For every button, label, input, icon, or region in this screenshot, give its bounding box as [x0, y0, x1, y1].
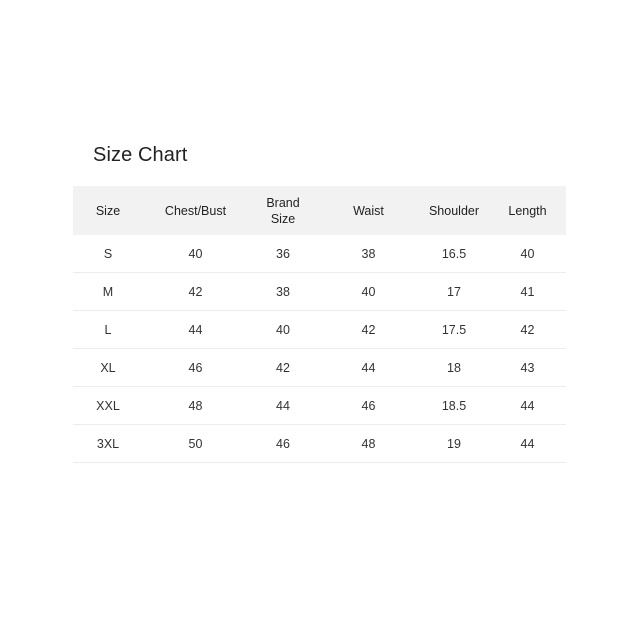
table-row: [73, 273, 566, 311]
cell-shoulder: 17.5: [419, 311, 489, 349]
cell-size: 3XL: [73, 425, 143, 463]
header-length: Length: [489, 186, 566, 235]
cell-shoulder: 17: [419, 273, 489, 311]
cell-brand-size: 40: [248, 311, 318, 349]
table-row: [73, 349, 566, 387]
cell-waist: 38: [318, 235, 419, 273]
cell-waist: 46: [318, 387, 419, 425]
header-shoulder: Shoulder: [419, 186, 489, 235]
table-body: [73, 235, 566, 463]
header-waist: Waist: [318, 186, 419, 235]
cell-shoulder: 18: [419, 349, 489, 387]
cell-waist: 48: [318, 425, 419, 463]
header-brand-size: [248, 186, 318, 235]
table-row: [73, 387, 566, 425]
cell-size: L: [73, 311, 143, 349]
cell-shoulder: 16.5: [419, 235, 489, 273]
cell-brand-size: 38: [248, 273, 318, 311]
cell-chest-bust: 46: [143, 349, 248, 387]
table-row: [73, 235, 566, 273]
cell-length: 43: [489, 349, 566, 387]
cell-length: 44: [489, 387, 566, 425]
cell-size: S: [73, 235, 143, 273]
cell-waist: 44: [318, 349, 419, 387]
cell-length: 40: [489, 235, 566, 273]
cell-brand-size: 46: [248, 425, 318, 463]
table-header-row: [73, 186, 566, 235]
cell-length: 41: [489, 273, 566, 311]
cell-shoulder: 19: [419, 425, 489, 463]
table-row: [73, 425, 566, 463]
cell-chest-bust: 50: [143, 425, 248, 463]
cell-chest-bust: 42: [143, 273, 248, 311]
cell-length: 44: [489, 425, 566, 463]
header-chest-bust: Chest/Bust: [143, 186, 248, 235]
table-row: [73, 311, 566, 349]
header-size: Size: [73, 186, 143, 235]
cell-brand-size: 42: [248, 349, 318, 387]
cell-size: M: [73, 273, 143, 311]
cell-shoulder: 18.5: [419, 387, 489, 425]
cell-size: XXL: [73, 387, 143, 425]
cell-chest-bust: 48: [143, 387, 248, 425]
cell-length: 42: [489, 311, 566, 349]
cell-waist: 40: [318, 273, 419, 311]
cell-chest-bust: 40: [143, 235, 248, 273]
cell-chest-bust: 44: [143, 311, 248, 349]
cell-waist: 42: [318, 311, 419, 349]
cell-brand-size: 44: [248, 387, 318, 425]
header-brand-size-label: Brand Size: [266, 195, 300, 226]
size-chart-table: [73, 186, 566, 463]
cell-size: XL: [73, 349, 143, 387]
cell-brand-size: 36: [248, 235, 318, 273]
page-title: Size Chart: [93, 144, 188, 166]
